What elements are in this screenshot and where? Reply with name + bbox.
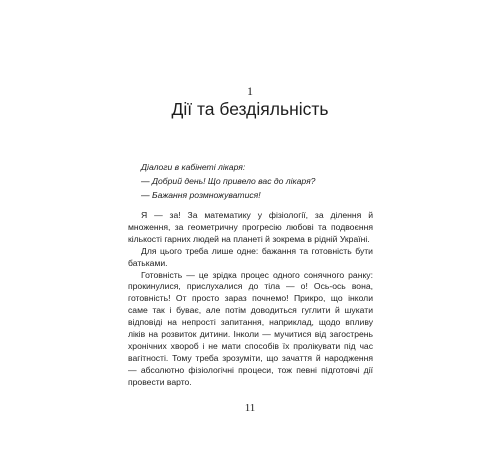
epigraph-line: Діалоги в кабінеті лікаря: — [141, 162, 246, 172]
body-paragraph: Готовність — це зрідка процес одного сонячного ранку: прокинулися, прислухалися до тіла — о! Ось-ось вона, готовність! От просто зараз почнемо! Прикро, що інколи саме так і буває, але потім доводиться гуглити й шукати відповіді на непрості запитання, наприклад, щодо впливу ліків на розвиток дитини. Інколи — мучитися від загострень хронічних хвороб і не мати способів їх пролікувати під час вагітності. Тому треба зрозуміти, що зачаття й народження — абсолютно фізіологічні процеси, тож певні підготовчі дії провести варто. — [128, 269, 373, 387]
epigraph-line: — Добрий день! Що привело вас до лікаря? — [141, 176, 316, 186]
body-paragraph: Для цього треба лише одне: бажання та готовність бути батьками. — [128, 245, 373, 268]
epigraph — [141, 160, 381, 202]
chapter-body — [128, 210, 373, 389]
epigraph-line: — Бажання розмножуватися! — [141, 190, 261, 200]
page-number: 11 — [244, 402, 256, 414]
chapter-number: 1 — [247, 84, 253, 98]
body-paragraph: Я — за! За математику у фізіології, за ділення й множення, за геометричну прогресію любові та подвоєння кількості гарних людей на планеті й зокрема в рідній Україні. — [128, 210, 373, 244]
chapter-title: Дії та бездіяльність — [171, 99, 329, 119]
